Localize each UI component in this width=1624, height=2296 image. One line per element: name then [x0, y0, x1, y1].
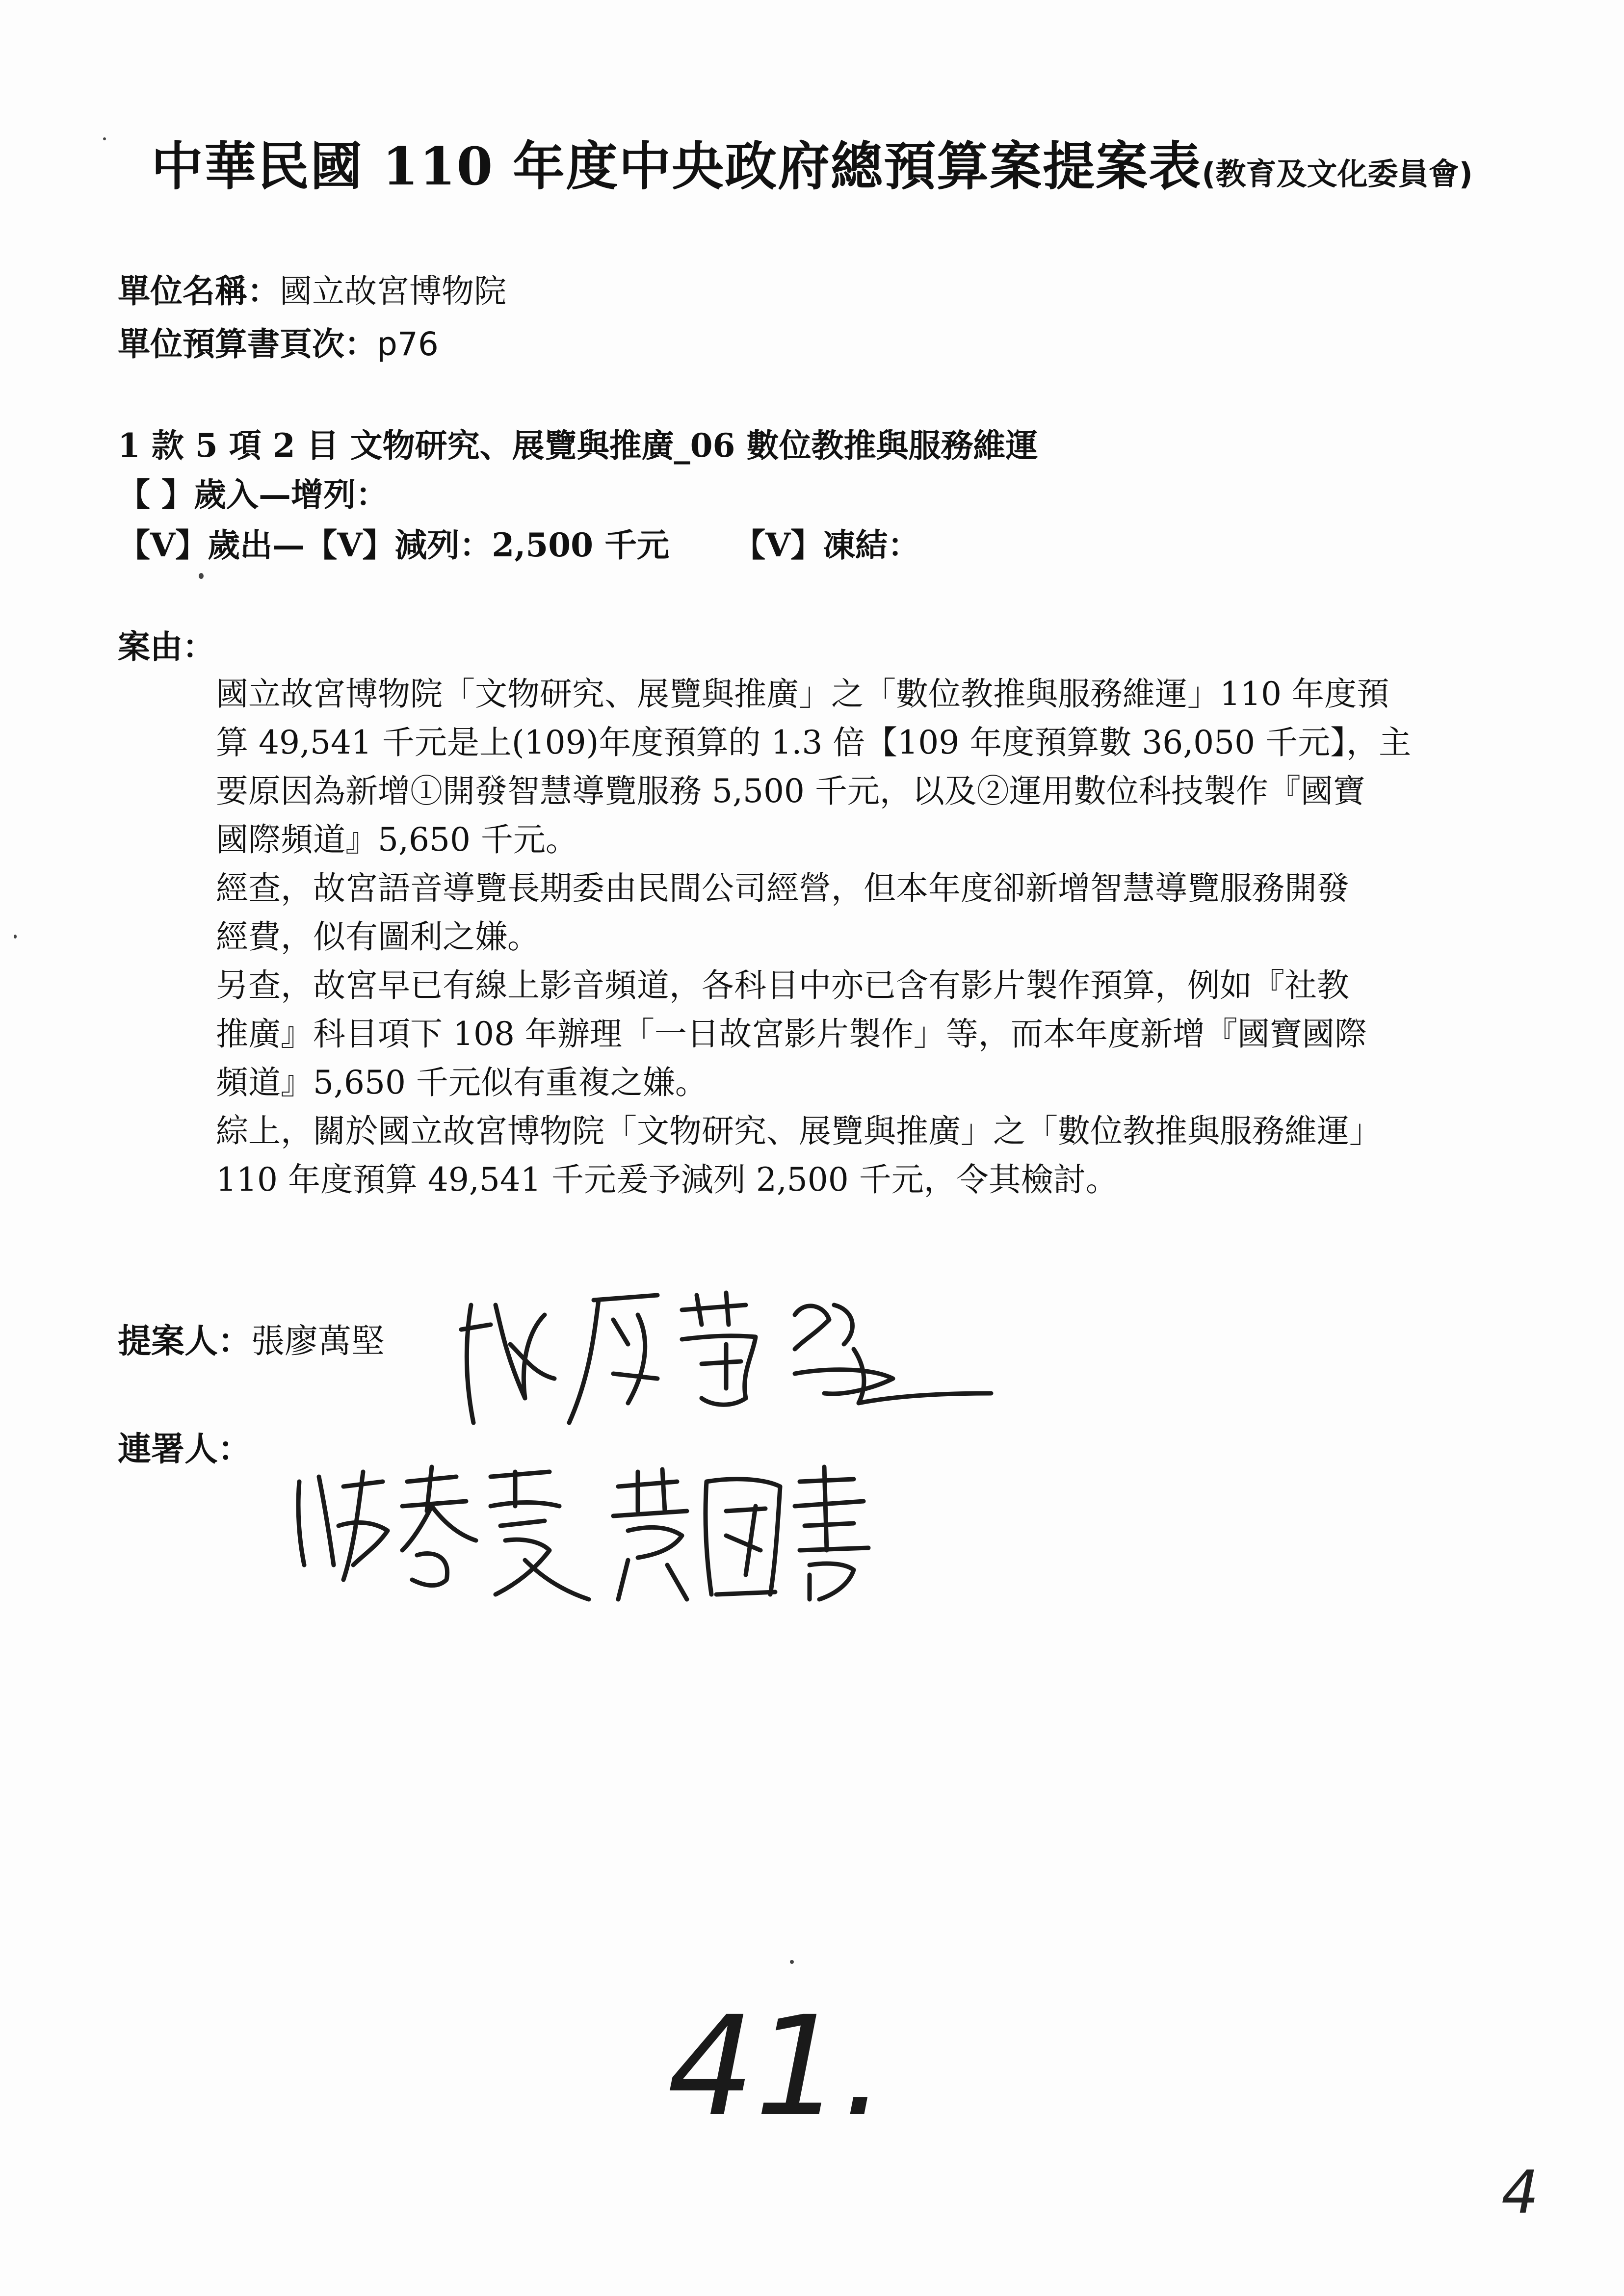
proposer-signature — [451, 1276, 1001, 1437]
unit-name-label: 單位名稱： — [118, 272, 280, 310]
proposer-field — [118, 1315, 385, 1362]
unit-page-value: p76 — [377, 325, 439, 363]
scan-speck — [103, 137, 106, 140]
handwritten-number: 41. — [667, 1987, 886, 2147]
proposer-label: 提案人： — [118, 1322, 252, 1361]
page-number: 4 — [1501, 2159, 1539, 2227]
reason-line: 國立故宮博物院「文物研究、展覽與推廣」之「數位教推與服務維運」110 年度預 — [216, 675, 1389, 713]
reason-line: 推廣』科目項下 108 年辦理「一日故宮影片製作」等，而本年度新增『國寶國際 — [216, 1015, 1367, 1053]
title-committee: (教育及文化委員會) — [1202, 156, 1473, 192]
revenue-line: 【 】歲入—增列： — [118, 475, 388, 514]
unit-page-field — [118, 318, 439, 365]
reason-line: 經查，故宮語音導覽長期委由民間公司經營，但本年度卻新增智慧導覽服務開發 — [216, 869, 1349, 907]
reason-line: 算 49,541 千元是上(109)年度預算的 1.3 倍【109 年度預算數 36,050 千元】，主 — [216, 724, 1412, 761]
unit-page-label: 單位預算書頁次： — [118, 325, 377, 363]
reason-line: 110 年度預算 49,541 千元爰予減列 2,500 千元，令其檢討。 — [216, 1161, 1118, 1199]
unit-name-value: 國立故宮博物院 — [280, 272, 506, 310]
budget-subject: 1 款 5 項 2 目 文物研究、展覽與推廣_06 數位教推與服務維運 — [118, 426, 1038, 465]
scan-speck — [199, 573, 204, 579]
reason-line: 頻道』5,650 千元似有重複之嫌。 — [216, 1064, 707, 1101]
unit-name-field — [118, 265, 506, 312]
reason-line: 另查，故宮早已有線上影音頻道，各科目中亦已含有影片製作預算，例如『社教 — [216, 966, 1349, 1004]
title-main: 中華民國 110 年度中央政府總預算案提案表 — [151, 135, 1202, 197]
reason-line: 要原因為新增①開發智慧導覽服務 5,500 千元，以及②運用數位科技製作『國寶 — [216, 772, 1365, 810]
scan-speck — [790, 1960, 794, 1964]
reason-body — [216, 670, 1560, 1204]
cosigner-signature — [285, 1452, 873, 1614]
reason-line: 綜上，關於國立故宮博物院「文物研究、展覽與推廣」之「數位教推與服務維運」 — [216, 1112, 1382, 1150]
expenditure-line — [118, 519, 920, 566]
reason-heading: 案由： — [118, 627, 215, 666]
proposer-name: 張廖萬堅 — [251, 1322, 385, 1361]
reason-line: 經費，似有圖利之嫌。 — [216, 918, 540, 956]
document-title — [0, 125, 1624, 200]
reason-line: 國際頻道』5,650 千元。 — [216, 821, 578, 859]
scan-speck — [14, 935, 17, 939]
expenditure-cut: 【V】歲出—【V】減列：2,500 千元 — [118, 526, 670, 564]
cosigner-label: 連署人： — [118, 1430, 252, 1469]
freeze-line: 【V】凍結： — [733, 526, 920, 564]
